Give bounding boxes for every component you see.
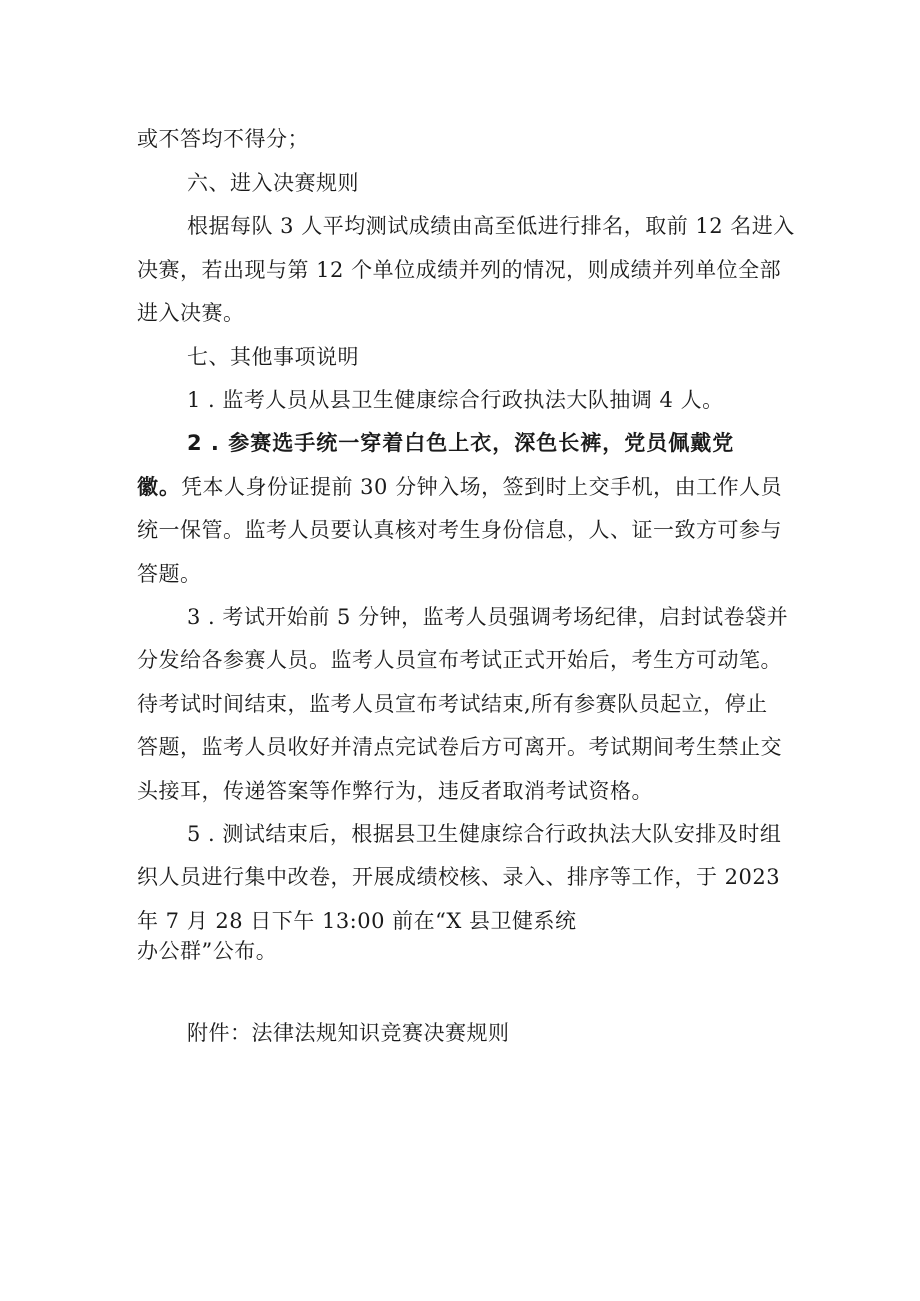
paragraph-line: 分发给各参赛人员。监考人员宣布考试正式开始后，考生方可动笔。	[137, 648, 782, 672]
paragraph-line: 答题，监考人员收好并清点完试卷后方可离开。考试期间考生禁止交	[137, 735, 782, 759]
list-item-2-bold-end: 徽。	[137, 475, 181, 499]
section-heading-7: 七、其他事项说明	[187, 345, 359, 369]
list-item-5: 5 . 测试结束后，根据县卫生健康综合行政执法大队安排及时组	[187, 822, 782, 846]
section-heading-6: 六、进入决赛规则	[187, 171, 359, 195]
list-item-2-text: 凭本人身份证提前 30 分钟入场，签到时上交手机，由工作人员	[181, 475, 783, 499]
paragraph-line: 织人员进行集中改卷，开展成绩校核、录入、排序等工作，于 2023	[137, 865, 781, 889]
paragraph-line: 进入决赛。	[137, 301, 245, 325]
paragraph-line: 待考试时间结束，监考人员宣布考试结束,所有参赛队员起立，停止	[137, 692, 768, 716]
paragraph-line: 或不答均不得分；	[137, 127, 309, 151]
paragraph-line: 决赛，若出现与第 12 个单位成绩并列的情况，则成绩并列单位全部	[137, 258, 782, 282]
list-item-2-bold: 2 . 参赛选手统一穿着白色上衣，深色长裤，党员佩戴党	[187, 431, 735, 455]
list-item-2-line	[137, 473, 782, 501]
attachment-note: 附件：法律法规知识竞赛决赛规则	[187, 1021, 510, 1045]
list-item-3: 3 . 考试开始前 5 分钟，监考人员强调考场纪律，启封试卷袋并	[187, 605, 789, 629]
list-item-1: 1 . 监考人员从县卫生健康综合行政执法大队抽调 4 人。	[187, 388, 724, 412]
paragraph-line: 年 7 月 28 日下午 13:00 前在“X 县卫健系统	[137, 909, 577, 933]
paragraph-line: 根据每队 3 人平均测试成绩由高至低进行排名，取前 12 名进入	[187, 214, 795, 238]
paragraph-line: 办公群”公布。	[137, 939, 278, 963]
paragraph-line: 统一保管。监考人员要认真核对考生身份信息，人、证一致方可参与	[137, 518, 782, 542]
paragraph-line: 头接耳，传递答案等作弊行为，违反者取消考试资格。	[137, 779, 653, 803]
paragraph-line: 答题。	[137, 562, 202, 586]
